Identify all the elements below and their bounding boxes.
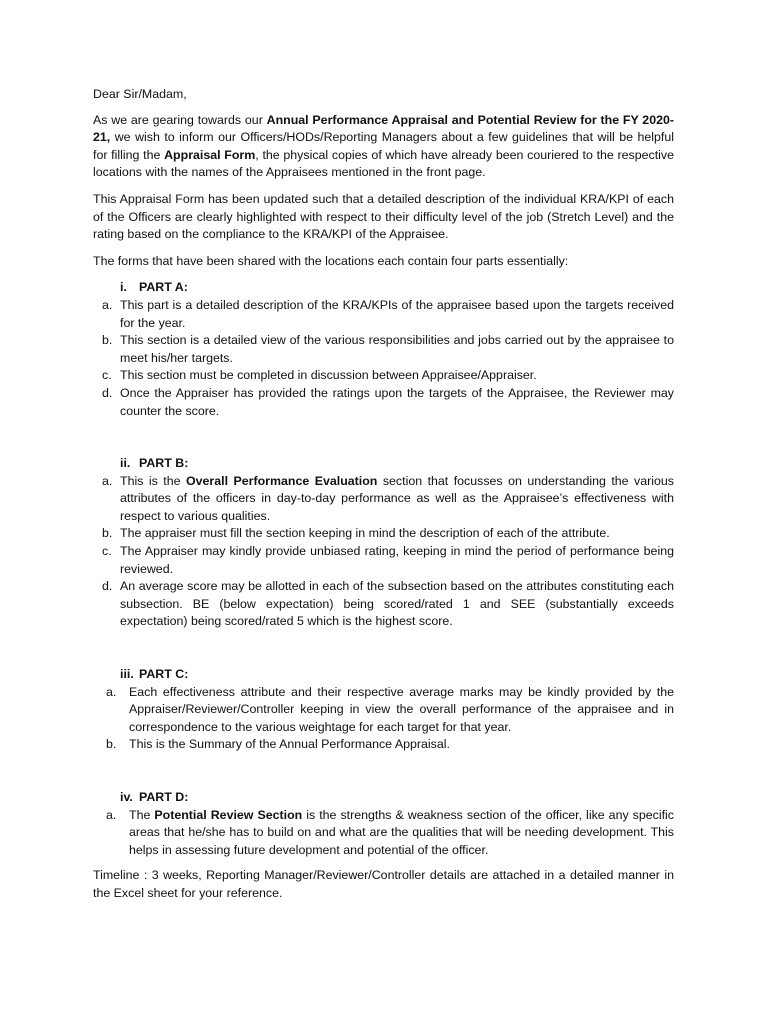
- spacer: [93, 754, 674, 789]
- form-update-paragraph: This Appraisal Form has been updated such that a detailed description of the individual KRA/KPI of each of the Officers are clearly highlighted with respect to their difficulty level of the job (Stretch Level) and the rating based on the compliance to the KRA/KPI of the Appraisee.: [93, 191, 674, 242]
- timeline-paragraph: Timeline : 3 weeks, Reporting Manager/Reviewer/Controller details are attached in a detailed manner in the Excel sheet for your reference.: [93, 868, 674, 900]
- list-item: a. This is the Overall Performance Evaluation section that focusses on understanding the various attributes of the officers in day-to-day performance as well as the Appraisee’s effectiveness with respect to various qualities.: [102, 473, 674, 523]
- list-item: a. The Potential Review Section is the strengths & weakness section of the officer, like any specific areas that he/she has to build on and what are the qualities that will be needing development. This helps in assessing future development and potential of the officer.: [106, 807, 674, 857]
- part-b-heading: ii. PART B:: [120, 456, 189, 471]
- spacer: [93, 859, 674, 867]
- part-b-list: [93, 473, 674, 631]
- part-b-section: [93, 455, 674, 631]
- list-item: b. This is the Summary of the Annual Performance Appraisal.: [106, 737, 450, 752]
- part-c-section: [93, 666, 674, 754]
- intro-paragraph: As we are gearing towards our Annual Performance Appraisal and Potential Review for the FY 2020-21, we wish to inform our Officers/HODs/Reporting Managers about a few guidelines that will be helpful for filling the Appraisal Form, the physical copies of which have already been couriered to the respective locations with the names of the Appraisees mentioned in the front page.: [93, 112, 674, 180]
- list-item: a. Each effectiveness attribute and their respective average marks may be kindly provided by the Appraiser/Reviewer/Controller keeping in view the overall performance of the appraisee and in correspondence to the various weightage for each target for that year.: [106, 684, 674, 734]
- part-c-list: [93, 684, 674, 754]
- list-item: d. An average score may be allotted in each of the subsection based on the attributes constituting each subsection. BE (below expectation) being scored/rated 1 and SEE (substantially exceeds expectation) being scored/rated 5 which is the highest score.: [102, 579, 674, 629]
- list-item: a. This part is a detailed description of the KRA/KPIs of the appraisee based upon the targets received for the year.: [102, 297, 674, 330]
- part-a-list: [93, 297, 674, 420]
- salutation: Dear Sir/Madam,: [93, 87, 187, 101]
- list-item: d. Once the Appraiser has provided the ratings upon the targets of the Appraisee, the Reviewer may counter the score.: [102, 385, 674, 418]
- spacer: [93, 420, 674, 455]
- part-c-heading: iii. PART C:: [120, 667, 189, 682]
- list-item: c. This section must be completed in discussion between Appraisee/Appraiser.: [102, 368, 537, 383]
- list-item: c. The Appraiser may kindly provide unbiased rating, keeping in mind the period of performance being reviewed.: [102, 544, 674, 576]
- list-item: b. The appraiser must fill the section keeping in mind the description of each of the attribute.: [102, 526, 610, 541]
- list-item: b. This section is a detailed view of the various responsibilities and jobs carried out by the appraisee to meet his/her targets.: [102, 333, 674, 365]
- part-d-list: [93, 807, 674, 860]
- part-a-section: [93, 279, 674, 420]
- part-a-heading: i. PART A:: [120, 280, 188, 295]
- parts-overview-paragraph: The forms that have been shared with the locations each contain four parts essentially:: [93, 253, 569, 268]
- part-d-heading: iv. PART D:: [120, 790, 189, 804]
- spacer: [93, 631, 674, 666]
- part-d-section: [93, 789, 674, 859]
